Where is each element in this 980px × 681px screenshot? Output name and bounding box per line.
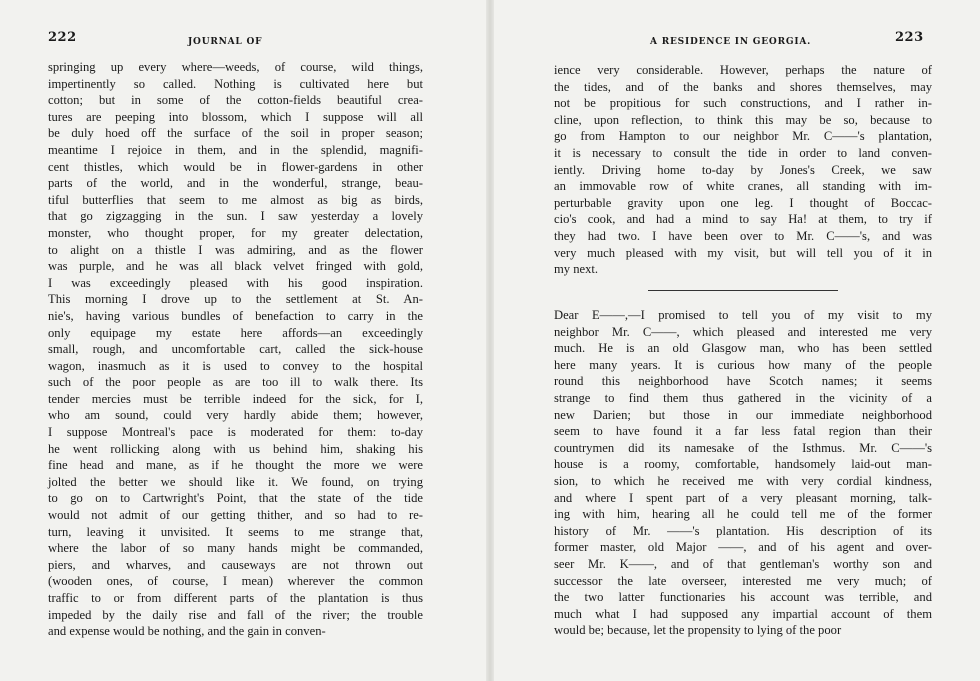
text-line: seem to have found it a far less fatal region than their: [554, 424, 932, 439]
right-page: [490, 0, 980, 681]
text-line: former master, old Major ——, and of his agent and over-: [554, 540, 932, 555]
text-line: cline, upon reflection, to think this may be so, because to: [554, 112, 932, 127]
text-line: Dear E——,—I promised to tell you of my visit to my: [554, 308, 932, 322]
text-line: cotton; but in some of the cotton-fields beautiful crea-: [48, 93, 423, 108]
text-line: he went rollicking along with us behind him, shaking his: [48, 441, 423, 456]
section-divider: [648, 290, 838, 291]
text-line: strange to find them thus gathered in the vicinity of a: [554, 390, 932, 405]
text-line: to alight on a thistle I was admiring, and as the flower: [48, 242, 423, 257]
text-line: jolted the better we should like it. We found, on trying: [48, 474, 423, 489]
text-line: small, rough, and uncomfortable cart, called the sick-house: [48, 342, 423, 357]
text-line: history of Mr. ——'s plantation. His description of its: [554, 523, 932, 538]
text-line: nie's, having various bundles of benefaction to carry in the: [48, 308, 423, 323]
text-line: successor the late overseer, interested me very much; of: [554, 573, 932, 588]
page-number-right: 223: [895, 30, 924, 45]
text-line: be duly hoed off the surface of the soil in proper season;: [48, 126, 423, 141]
text-line: I was exceedingly pleased with his good inspiration.: [48, 275, 423, 290]
text-line: they had two. I have been over to Mr. C——'s, and was: [554, 228, 932, 243]
text-line: tures are peeping into blossom, which I suppose will all: [48, 109, 423, 124]
text-line: seer Mr. K——, and of that gentleman's worthy son and: [554, 556, 932, 571]
text-line: the tides, and of the banks and shores themselves, may: [554, 79, 932, 94]
right-page-text-2: [554, 308, 932, 640]
text-line: iently. Driving home to-day by Jones's Creek, we saw: [554, 162, 932, 177]
text-line: piers, and wharves, and causeways are not thrown out: [48, 557, 423, 572]
text-line: perturbable gravity upon one leg. I thought of Boccac-: [554, 195, 932, 210]
left-page-text: [48, 60, 423, 641]
text-line: very much pleased with my visit, but will tell you of it in: [554, 245, 932, 260]
text-line: and expense would be nothing, and the gain in conven-: [48, 624, 326, 639]
text-line: would be; because, let the propensity to lying of the poor: [554, 623, 842, 638]
text-line: neighbor Mr. C——, which pleased and interested me very: [554, 324, 932, 339]
text-line: turn, leaving it unvisited. It seems to me strange that,: [48, 524, 423, 539]
running-head-left: JOURNAL OF: [188, 37, 263, 47]
text-line: to go on to Cartwright's Point, that the state of the tide: [48, 491, 423, 506]
text-line: who am sound, could very hardly abide them; however,: [48, 408, 423, 423]
text-line: tiful butterflies that seem to me almost as big as birds,: [48, 192, 423, 207]
text-line: cent thistles, which would be in flower-gardens in other: [48, 159, 423, 174]
text-line: traffic to or from different parts of the plantation is thus: [48, 591, 423, 605]
text-line: wagon, inasmuch as it is used to convey to the hospital: [48, 358, 423, 373]
text-line: and where I spent part of a very pleasant morning, talk-: [554, 490, 932, 505]
text-line: it is necessary to consult the tide in order to land conven-: [554, 145, 932, 160]
text-line: tender mercies must be terrible indeed for the sick, for I,: [48, 391, 423, 406]
text-line: monster, who thought proper, for my greater delectation,: [48, 225, 423, 240]
text-line: would not admit of our getting thither, and so had to re-: [48, 508, 423, 523]
text-line: an immovable row of white cranes, all standing with im-: [554, 179, 932, 194]
text-line: impertinently so called. Nothing is cultivated here but: [48, 76, 423, 91]
text-line: was purple, and he was all black velvet fringed with gold,: [48, 259, 423, 274]
text-line: ing with him, hearing all he could tell me of the former: [554, 507, 932, 522]
text-line: round this neighborhood have Scotch names; it seems: [554, 374, 932, 389]
text-line: where the labor of so many hands might be commanded,: [48, 541, 423, 556]
text-line: This morning I drove up to the settlement at St. An-: [48, 292, 423, 307]
text-line: the two latter functionaries his account was terrible, and: [554, 590, 932, 605]
text-line: house is a roomy, comfortable, handsomely laid-out man-: [554, 457, 932, 472]
text-line: sion, to which he received me with very cordial kindness,: [554, 473, 932, 488]
text-line: my next.: [554, 262, 599, 277]
text-line: much. He is an old Glasgow man, who has been settled: [554, 341, 932, 356]
text-line: much what I had supposed any impartial account of them: [554, 606, 932, 621]
text-line: new Darien; but those in our immediate neighborhood: [554, 407, 932, 422]
text-line: I suppose Montreal's pace is moderated for them: to-day: [48, 425, 423, 440]
text-line: that go zigzagging in the sun. I saw yesterday a lovely: [48, 209, 423, 224]
text-line: not be propitious for such constructions, and I rather in-: [554, 96, 932, 111]
text-line: here many years. It is curious how many of the people: [554, 357, 932, 372]
page-number-left: 222: [48, 30, 77, 45]
text-line: only equipage my estate here affords—an exceedingly: [48, 325, 423, 340]
right-page-text-1: [554, 63, 932, 279]
text-line: such of the poor people as are too ill to walk there. Its: [48, 375, 423, 390]
text-line: ience very considerable. However, perhaps the nature of: [554, 63, 932, 77]
text-line: cio's cook, and had a mind to say Ha! at them, to try if: [554, 212, 932, 227]
text-line: go from Hampton to our neighbor Mr. C——'s plantation,: [554, 129, 932, 144]
text-line: meantime I rejoice in them, and in the splendid, magnifi-: [48, 142, 423, 157]
text-line: fine head and mane, as if he thought the more we were: [48, 458, 423, 473]
text-line: (wooden ones, of course, I mean) wherever the common: [48, 574, 423, 589]
text-line: impeded by the daily rise and fall of the river; the trouble: [48, 607, 423, 622]
text-line: parts of the world, and in the wonderful, strange, beau-: [48, 176, 423, 191]
text-line: countrymen did its namesake of the Isthmus. Mr. C——'s: [554, 440, 932, 455]
text-line: springing up every where—weeds, of course, wild things,: [48, 60, 423, 74]
running-head-right: A RESIDENCE IN GEORGIA.: [650, 37, 812, 47]
